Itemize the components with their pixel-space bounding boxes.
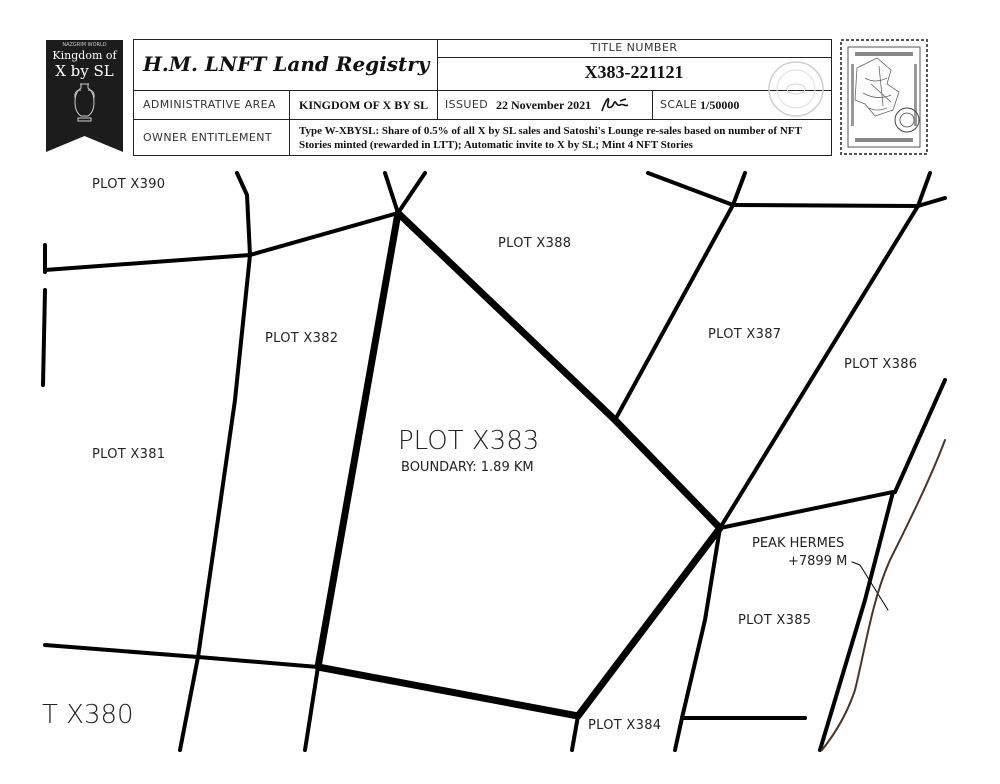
plot-x382-label: PLOT X382 bbox=[265, 331, 339, 346]
plot-x390-label: PLOT X390 bbox=[92, 177, 166, 192]
title-number-label: TITLE NUMBER bbox=[590, 41, 678, 54]
plot-x383-boundary-label: BOUNDARY: 1.89 KM bbox=[401, 460, 534, 475]
river bbox=[822, 440, 945, 750]
admin-area-label: ADMINISTRATIVE AREA bbox=[143, 98, 276, 111]
title-number: X383-221121 bbox=[584, 62, 684, 82]
badge-title-line2: X by SL bbox=[55, 62, 114, 80]
signature-icon bbox=[598, 93, 634, 115]
plot-x385-label: PLOT X385 bbox=[738, 613, 812, 628]
issued-label: ISSUED bbox=[445, 98, 489, 111]
plot-x380-label: T X380 bbox=[42, 700, 134, 730]
plot-x381-label: PLOT X381 bbox=[92, 447, 166, 462]
plot-x383-label: PLOT X383 bbox=[398, 426, 540, 456]
owner-label: OWNER ENTITLEMENT bbox=[143, 131, 272, 144]
plot-x386-label: PLOT X386 bbox=[844, 357, 918, 372]
admin-area-value: KINGDOM OF X BY SL bbox=[299, 98, 429, 112]
issued-value: 22 November 2021 bbox=[496, 98, 592, 112]
plot-x388-label: PLOT X388 bbox=[498, 236, 572, 251]
badge-subtitle: NAZGRIM WORLD bbox=[62, 42, 107, 48]
peak-name-label: PEAK HERMES bbox=[752, 536, 845, 551]
badge-title-line1: Kingdom of bbox=[52, 49, 117, 62]
registry-title: H.M. LNFT Land Registry bbox=[143, 52, 430, 76]
issued-divider bbox=[437, 90, 438, 120]
postage-stamp-icon bbox=[839, 38, 929, 156]
plot-x387-label: PLOT X387 bbox=[708, 327, 782, 342]
scale-value: 1/50000 bbox=[700, 98, 740, 112]
peak-elevation-label: +7899 M bbox=[788, 554, 848, 569]
plot-x384-label: PLOT X384 bbox=[588, 718, 662, 733]
seal-icon bbox=[760, 58, 832, 120]
scale-divider bbox=[652, 90, 653, 120]
admin-divider bbox=[289, 90, 290, 120]
owner-divider bbox=[289, 119, 290, 156]
scale-label: SCALE bbox=[660, 98, 698, 111]
owner-value: Type W-XBYSL: Share of 0.5% of all X by SL sales and Satoshi's Lounge re-sales based on number of NFT Stories minted (rewarded in LTT); Automatic invite to X by SL; Mint 4 NFT Stories bbox=[299, 125, 802, 151]
